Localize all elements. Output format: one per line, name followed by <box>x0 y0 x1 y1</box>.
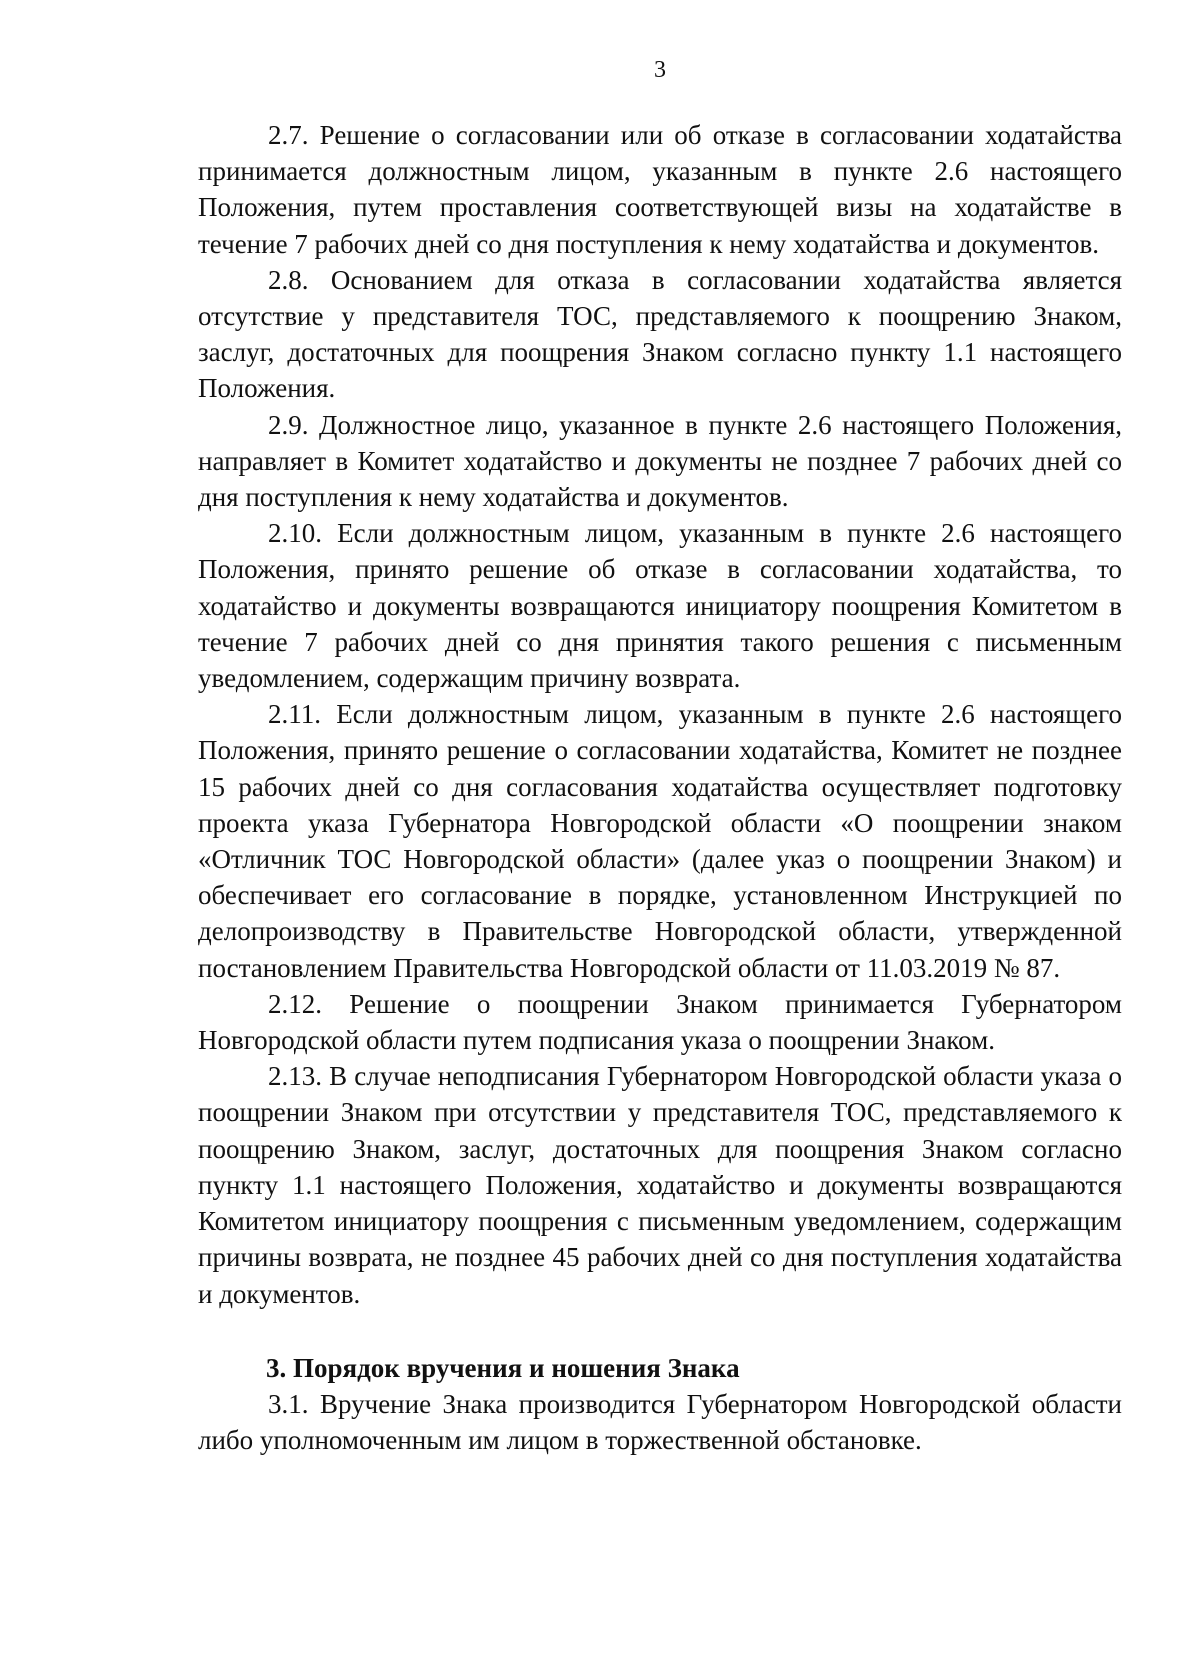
section-3-heading: 3. Порядок вручения и ношения Знака <box>266 1352 740 1383</box>
paragraph-2-10: 2.10. Если должностным лицом, указанным в пункте 2.6 настоящего Положения, принято решение об отказе в согласовании ходатайства, то ходатайство и документы возвращаются инициатору поощрения Комитетом в течение 7 рабочих дней со дня принятия такого решения с письменным уведомлением, содержащим причину возврата. <box>198 518 1122 694</box>
paragraph-3-1: 3.1. Вручение Знака производится Губернатором Новгородской области либо уполномоченным им лицом в торжественной обстановке. <box>198 1388 1122 1456</box>
paragraph-2-8: 2.8. Основанием для отказа в согласовании ходатайства является отсутствие у представителя ТОС, представляемого к поощрению Знаком, заслуг, достаточных для поощрения Знаком согласно пункту 1.1 настоящего Положения. <box>198 264 1122 404</box>
paragraph-2-9: 2.9. Должностное лицо, указанное в пункте 2.6 настоящего Положения, направляет в Комитет ходатайство и документы не позднее 7 рабочих дней со дня поступления к нему ходатайства и документов. <box>198 409 1122 513</box>
paragraph-2-7: 2.7. Решение о согласовании или об отказе в согласовании ходатайства принимается должностным лицом, указанным в пункте 2.6 настоящего Положения, путем проставления соответствующей визы на ходатайстве в течение 7 рабочих дней со дня поступления к нему ходатайства и документов. <box>198 120 1122 259</box>
document-body <box>198 117 1122 1458</box>
paragraph-2-12: 2.12. Решение о поощрении Знаком принимается Губернатором Новгородской области путем подписания указа о поощрении Знаком. <box>198 988 1122 1056</box>
paragraph-2-13: 2.13. В случае неподписания Губернатором Новгородской области указа о поощрении Знаком при отсутствии у представителя ТОС, представляемого к поощрению Знаком, заслуг, достаточных для поощрения Знаком согласно пункту 1.1 настоящего Положения, ходатайство и документы возвращаются Комитетом инициатору поощрения с письменным уведомлением, содержащим причины возврата, не позднее 45 рабочих дней со дня поступления ходатайства и документов. <box>198 1061 1122 1309</box>
paragraph-2-11: 2.11. Если должностным лицом, указанным в пункте 2.6 настоящего Положения, принято решение о согласовании ходатайства, Комитет не позднее 15 рабочих дней со дня согласования ходатайства осуществляет подготовку проекта указа Губернатора Новгородской области «О поощрении знаком «Отличник ТОС Новгородской области» (далее указ о поощрении Знаком) и обеспечивает его согласование в порядке, установленном Инструкцией по делопроизводству в Правительстве Новгородской области, утвержденной постановлением Правительства Новгородской области от 11.03.2019 № 87. <box>198 699 1122 983</box>
page-number: 3 <box>654 57 666 83</box>
